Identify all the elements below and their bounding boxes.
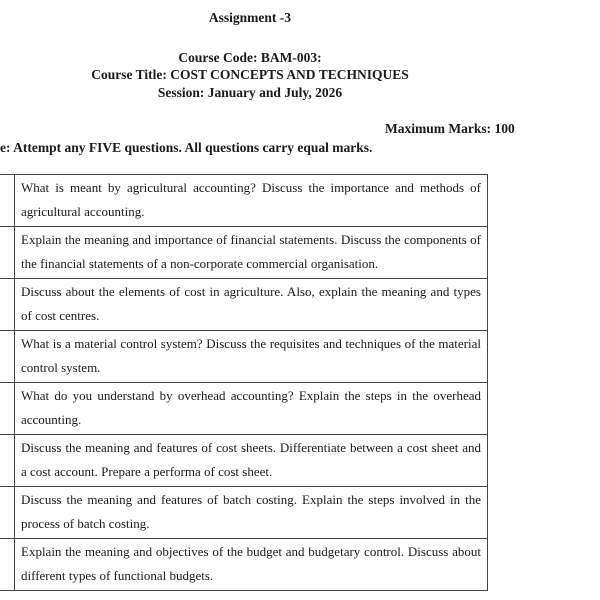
question-text: Explain the meaning and objectives of the budget and budgetary control. Discuss about different types of functional budgets. <box>15 539 488 591</box>
question-number-cell <box>0 383 15 435</box>
question-row <box>0 383 488 435</box>
maximum-marks: Maximum Marks: 100 <box>385 121 515 136</box>
questions-table <box>0 174 488 591</box>
question-row <box>0 279 488 331</box>
question-text: Discuss the meaning and features of cost sheets. Differentiate between a cost sheet and a cost account. Prepare a performa of cost sheet. <box>15 435 488 487</box>
question-number-cell <box>0 539 15 591</box>
instructions-note: e: Attempt any FIVE questions. All questions carry equal marks. <box>0 140 373 155</box>
question-text: What do you understand by overhead accounting? Explain the steps in the overhead accounting. <box>15 383 488 435</box>
course-title: Course Title: COST CONCEPTS AND TECHNIQUES <box>91 67 409 82</box>
question-number-cell <box>0 227 15 279</box>
question-text: What is meant by agricultural accounting? Discuss the importance and methods of agricultural accounting. <box>15 175 488 227</box>
question-row <box>0 487 488 539</box>
question-text: Explain the meaning and importance of financial statements. Discuss the components of the financial statements of a non-corporate commercial organisation. <box>15 227 488 279</box>
question-row <box>0 331 488 383</box>
question-text: Discuss the meaning and features of batch costing. Explain the steps involved in the process of batch costing. <box>15 487 488 539</box>
course-code: Course Code: BAM-003: <box>178 50 322 65</box>
assignment-title: Assignment -3 <box>208 10 292 25</box>
question-row <box>0 539 488 591</box>
question-row <box>0 435 488 487</box>
question-text: Discuss about the elements of cost in agriculture. Also, explain the meaning and types of cost centres. <box>15 279 488 331</box>
question-number-cell <box>0 435 15 487</box>
question-row <box>0 175 488 227</box>
session: Session: January and July, 2026 <box>157 85 343 100</box>
question-number-cell <box>0 279 15 331</box>
question-number-cell <box>0 331 15 383</box>
question-row <box>0 227 488 279</box>
question-number-cell <box>0 175 15 227</box>
question-text: What is a material control system? Discuss the requisites and techniques of the material control system. <box>15 331 488 383</box>
question-number-cell <box>0 487 15 539</box>
